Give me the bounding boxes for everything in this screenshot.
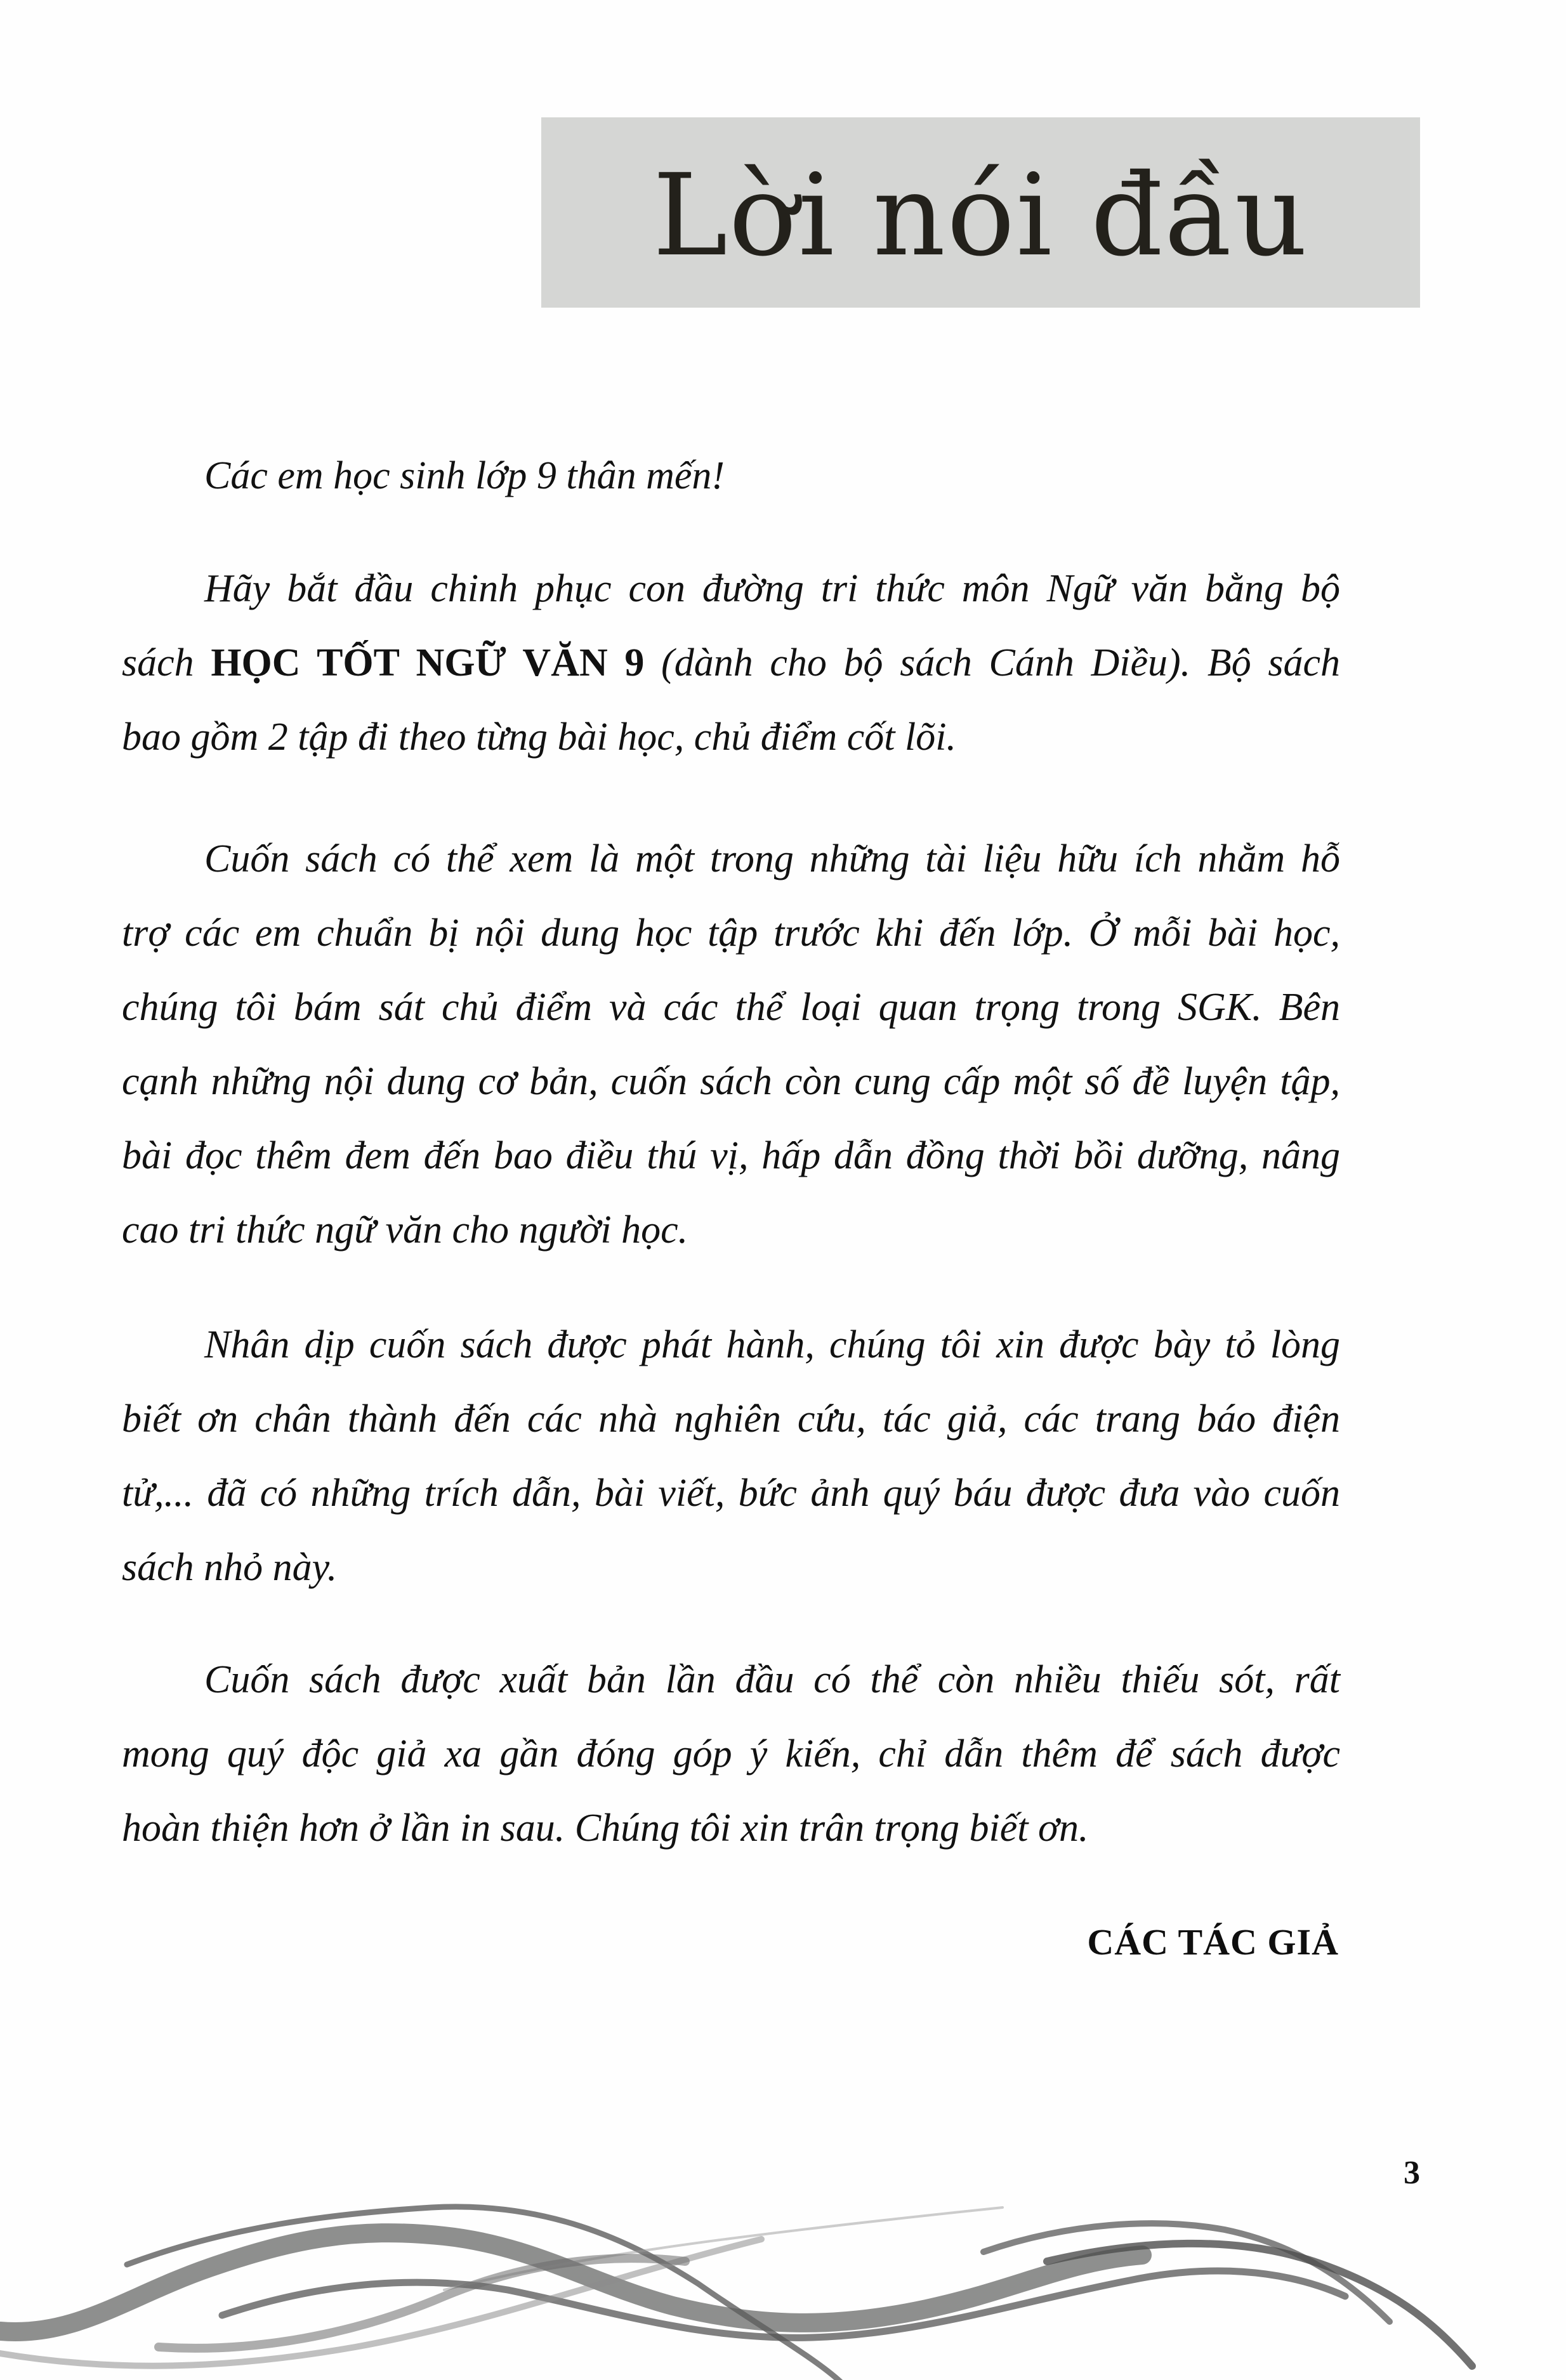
paragraph-1-line: bao gồm 2 tập đi theo từng bài học, chủ điểm cốt lõi. (122, 716, 956, 759)
paragraph-3-line: Nhân dịp cuốn sách được phát hành, chúng tôi xin được bày tỏ lòng (204, 1323, 1340, 1366)
paragraph-2-line: trợ các em chuẩn bị nội dung học tập trước khi đến lớp. Ở mỗi bài học, (122, 912, 1340, 955)
paragraph-2-line: cao tri thức ngữ văn cho người học. (122, 1208, 688, 1252)
paragraph-2-line: chúng tôi bám sát chủ điểm và các thể loại quan trọng trong SGK. Bên (122, 986, 1340, 1029)
paragraph-2-line: bài đọc thêm đem đến bao điều thú vị, hấp dẫn đồng thời bồi dưỡng, nâng (122, 1134, 1340, 1177)
page-title: Lời nói đầu (652, 150, 1309, 281)
text-fragment: (dành cho bộ sách Cánh Diều). Bộ sách (644, 641, 1340, 684)
book-title-emphasis: HỌC TỐT NGỮ VĂN 9 (211, 641, 645, 684)
paragraph-1-line: Hãy bắt đầu chinh phục con đường tri thức môn Ngữ văn bằng bộ (204, 567, 1340, 610)
signature: CÁC TÁC GIẢ (1087, 1921, 1339, 1963)
page-number: 3 (1404, 2155, 1420, 2191)
decorative-swoosh-icon (0, 2201, 1566, 2380)
paragraph-2-line: cạnh những nội dung cơ bản, cuốn sách còn cung cấp một số đề luyện tập, (122, 1060, 1340, 1103)
paragraph-4-line: Cuốn sách được xuất bản lần đầu có thể còn nhiều thiếu sót, rất (204, 1658, 1340, 1701)
greeting: Các em học sinh lớp 9 thân mến! (204, 454, 725, 497)
paragraph-1-line (122, 626, 1340, 700)
paragraph-3-line: sách nhỏ này. (122, 1546, 338, 1589)
title-banner (541, 117, 1420, 308)
paragraph-4-line: hoàn thiện hơn ở lần in sau. Chúng tôi xin trân trọng biết ơn. (122, 1807, 1089, 1850)
text-fragment: sách (122, 641, 211, 684)
paragraph-4-line: mong quý độc giả xa gần đóng góp ý kiến, chỉ dẫn thêm để sách được (122, 1732, 1340, 1775)
paragraph-3-line: biết ơn chân thành đến các nhà nghiên cứu, tác giả, các trang báo điện (122, 1397, 1340, 1441)
paragraph-3-line: tử,... đã có những trích dẫn, bài viết, bức ảnh quý báu được đưa vào cuốn (122, 1472, 1340, 1515)
paragraph-2-line: Cuốn sách có thể xem là một trong những tài liệu hữu ích nhằm hỗ (204, 837, 1340, 880)
